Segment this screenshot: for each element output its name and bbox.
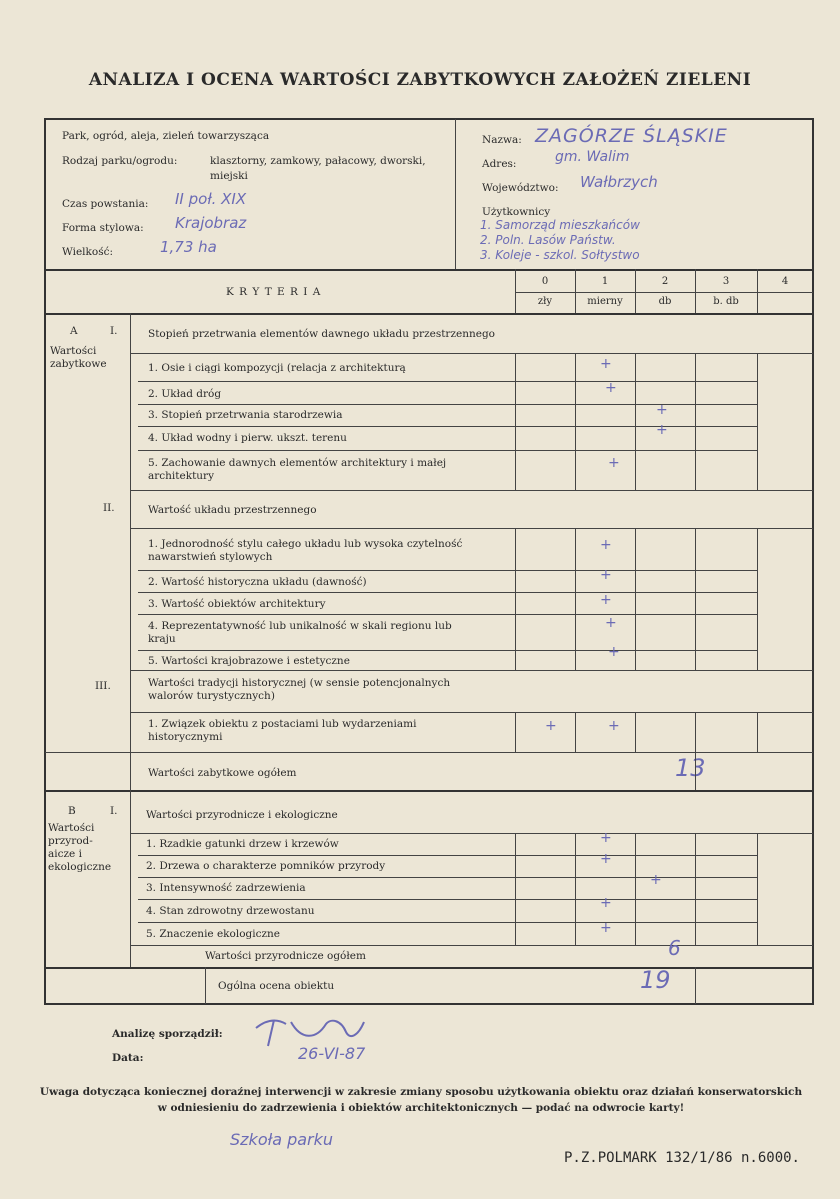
col-divider xyxy=(575,269,576,313)
score-3-word: b. db xyxy=(713,296,739,307)
row-line xyxy=(138,899,758,900)
intervention-note: Uwaga dotycząca koniecznej doraźnej interwencji w zakresie zmiany sposobu użytkowania obiektu oraz działań konserwatorskich w odniesieniu do zadrzewienia i obiektów architektonicznych — podać na odwrocie karty! xyxy=(39,1086,803,1114)
section-b-heading: Wartości przyrodnicze i ekologiczne xyxy=(146,809,338,821)
grid-line xyxy=(695,353,696,490)
row-line xyxy=(130,712,813,713)
row-line xyxy=(130,945,813,946)
score-mark: + xyxy=(656,402,668,418)
criteria-label: K R Y T E R I A xyxy=(226,286,322,298)
section-b-title-line: Wartości xyxy=(48,822,95,834)
row-line xyxy=(138,877,758,878)
form-title: ANALIZA I OCENA WARTOŚCI ZABYTKOWYCH ZAŁOŻEŃ ZIELENI xyxy=(88,70,752,90)
section-a-title: Wartości zabytkowe xyxy=(50,345,107,370)
criterion-row: 5. Zachowanie dawnych elementów architektury i małej architektury xyxy=(148,457,447,482)
header-bottom-line xyxy=(45,269,813,271)
criterion-row: 3. Stopień przetrwania starodrzewia xyxy=(148,409,343,421)
criterion-row: 1. Związek obiektu z postaciami lub wydarzeniami historycznymi xyxy=(148,718,417,743)
grid-line xyxy=(635,712,636,752)
score-1-word: mierny xyxy=(587,296,623,307)
score-0-num: 0 xyxy=(541,276,549,287)
row-line xyxy=(138,855,758,856)
grid-line xyxy=(695,752,696,790)
grid-line xyxy=(575,833,576,945)
score-mark: + xyxy=(600,567,612,583)
user-entry: 3. Koleje - szkol. Sołtystwo xyxy=(480,248,640,262)
section-b-title-line: aicze i xyxy=(48,848,82,860)
grid-line xyxy=(515,353,516,490)
overall-value: 19 xyxy=(640,966,671,994)
score-mark: + xyxy=(608,455,620,471)
section-a1-heading: Stopień przetrwania elementów dawnego układu przestrzennego xyxy=(148,328,495,340)
bottom-handwriting: Szkoła parku xyxy=(230,1130,334,1149)
size-value: 1,73 ha xyxy=(160,238,217,256)
score-2-word: db xyxy=(658,296,672,307)
overall-label: Ogólna ocena obiektu xyxy=(218,980,335,992)
park-label: Park, ogród, aleja, zieleń towarzysząca xyxy=(62,130,270,142)
grid-line xyxy=(635,528,636,670)
type-options-2: miejski xyxy=(210,170,248,182)
address-value: gm. Walim xyxy=(555,149,630,165)
score-3-num: 3 xyxy=(722,276,730,287)
users-label: Użytkownicy xyxy=(482,206,551,218)
section-a-total-label: Wartości zabytkowe ogółem xyxy=(148,767,297,779)
row-line xyxy=(130,490,813,491)
score-mark: + xyxy=(600,356,612,372)
score-mark: + xyxy=(545,718,557,734)
grid-line xyxy=(757,528,758,670)
grid-line xyxy=(515,712,516,752)
row-line xyxy=(138,570,758,571)
criterion-row: 1. Rzadkie gatunki drzew i krzewów xyxy=(146,838,339,850)
score-mark: + xyxy=(656,422,668,438)
grid-line xyxy=(695,712,696,752)
score-0-word: zły xyxy=(537,296,553,307)
style-value: Krajobraz xyxy=(175,214,247,232)
score-mark: + xyxy=(600,895,612,911)
score-mark: + xyxy=(650,872,662,888)
criterion-row: 1. Osie i ciągi kompozycji (relacja z architekturą xyxy=(148,362,406,374)
col-divider xyxy=(757,269,758,313)
score-mark: + xyxy=(600,920,612,936)
row-line xyxy=(138,922,758,923)
section-a-letter: A xyxy=(70,325,78,337)
type-options: klasztorny, zamkowy, pałacowy, dworski, xyxy=(210,155,426,167)
grid-line xyxy=(575,712,576,752)
score-mark: + xyxy=(600,592,612,608)
section-b-title-line: przyrod- xyxy=(48,835,93,847)
row-line xyxy=(130,833,813,834)
col-divider xyxy=(695,269,696,313)
name-label: Nazwa: xyxy=(482,134,522,146)
row-line xyxy=(130,670,813,671)
section-a-divider xyxy=(130,313,131,790)
user-entry: 2. Poln. Lasów Państw. xyxy=(480,233,616,247)
criterion-row: 3. Wartość obiektów architektury xyxy=(148,598,326,610)
row-line xyxy=(138,614,758,615)
prepared-label: Analizę sporządził: xyxy=(112,1028,223,1040)
criterion-row: 4. Reprezentatywność lub unikalność w skali regionu lub kraju xyxy=(148,620,452,645)
row-line xyxy=(138,650,758,651)
grid-line xyxy=(695,833,696,945)
size-label: Wielkość: xyxy=(62,246,114,258)
section-a2-heading: Wartość układu przestrzennego xyxy=(148,504,317,516)
row-line xyxy=(138,381,758,382)
row-line xyxy=(138,592,758,593)
users-list xyxy=(480,218,640,263)
section-b-title xyxy=(48,822,128,874)
section-a-total-value: 13 xyxy=(675,754,706,782)
grid-line xyxy=(635,353,636,490)
overall-divider xyxy=(205,967,206,1004)
section-b-title-line: ekologiczne xyxy=(48,861,112,873)
overall-divider xyxy=(695,967,696,1004)
voivodeship-label: Województwo: xyxy=(482,182,559,194)
col-divider xyxy=(515,269,516,313)
criterion-row: 4. Układ wodny i pierw. ukszt. terenu xyxy=(148,432,347,444)
section-a2-roman: II. xyxy=(103,502,115,514)
time-value: II poł. XIX xyxy=(175,190,247,208)
grid-line xyxy=(635,833,636,945)
name-value: ZAGÓRZE ŚLĄSKIE xyxy=(535,125,728,147)
score-mark: + xyxy=(600,537,612,553)
criterion-row: 1. Jednorodność stylu całego układu lub wysoka czytelność nawarstwień stylowych xyxy=(148,538,463,563)
col-divider xyxy=(635,269,636,313)
score-4-num: 4 xyxy=(781,276,789,287)
score-2-num: 2 xyxy=(661,276,669,287)
grid-line xyxy=(515,833,516,945)
score-mark: + xyxy=(608,718,620,734)
criterion-row: 2. Wartość historyczna układu (dawność) xyxy=(148,576,367,588)
date-label: Data: xyxy=(112,1052,144,1064)
grid-line xyxy=(515,528,516,670)
criteria-bottom-line xyxy=(45,313,813,315)
section-a3-heading: Wartości tradycji historycznej (w sensie potencjonalnych walorów turystycznych) xyxy=(148,677,451,702)
row-line xyxy=(130,528,813,529)
section-b-total-value: 6 xyxy=(668,936,681,960)
score-mark: + xyxy=(608,644,620,660)
time-label: Czas powstania: xyxy=(62,198,149,210)
score-mark: + xyxy=(605,615,617,631)
address-label: Adres: xyxy=(482,158,517,170)
score-mark: + xyxy=(600,830,612,846)
grid-line xyxy=(695,528,696,670)
section-a3-roman: III. xyxy=(95,680,111,692)
section-b-roman: I. xyxy=(110,805,118,817)
criteria-split-line xyxy=(515,292,813,293)
print-code: P.Z.POLMARK 132/1/86 n.6000. xyxy=(563,1150,800,1166)
grid-line xyxy=(757,712,758,752)
score-mark: + xyxy=(605,380,617,396)
section-divider xyxy=(45,967,813,969)
section-b-divider xyxy=(130,790,131,967)
criterion-row: 5. Znaczenie ekologiczne xyxy=(146,928,281,940)
section-a-roman: I. xyxy=(110,325,118,337)
section-b-total-label: Wartości przyrodnicze ogółem xyxy=(205,950,366,962)
grid-line xyxy=(575,528,576,670)
style-label: Forma stylowa: xyxy=(62,222,144,234)
voivodeship-value: Wałbrzych xyxy=(580,173,658,191)
section-b-letter: B xyxy=(68,805,76,817)
criterion-row: 4. Stan zdrowotny drzewostanu xyxy=(146,905,315,917)
score-mark: + xyxy=(600,851,612,867)
criterion-row: 2. Układ dróg xyxy=(148,388,222,400)
criterion-row: 2. Drzewa o charakterze pomników przyrody xyxy=(146,860,386,872)
date-value: 26-VI-87 xyxy=(298,1044,366,1063)
row-line xyxy=(45,752,813,753)
row-line xyxy=(130,353,813,354)
grid-line xyxy=(575,353,576,490)
grid-line xyxy=(757,353,758,490)
type-label: Rodzaj parku/ogrodu: xyxy=(62,155,178,167)
header-divider xyxy=(455,119,456,269)
user-entry: 1. Samorząd mieszkańców xyxy=(480,218,640,232)
row-line xyxy=(138,450,758,451)
section-divider xyxy=(45,790,813,792)
criterion-row: 3. Intensywność zadrzewienia xyxy=(146,882,306,894)
score-1-num: 1 xyxy=(601,276,609,287)
grid-line xyxy=(757,833,758,945)
criterion-row: 5. Wartości krajobrazowe i estetyczne xyxy=(148,655,350,667)
